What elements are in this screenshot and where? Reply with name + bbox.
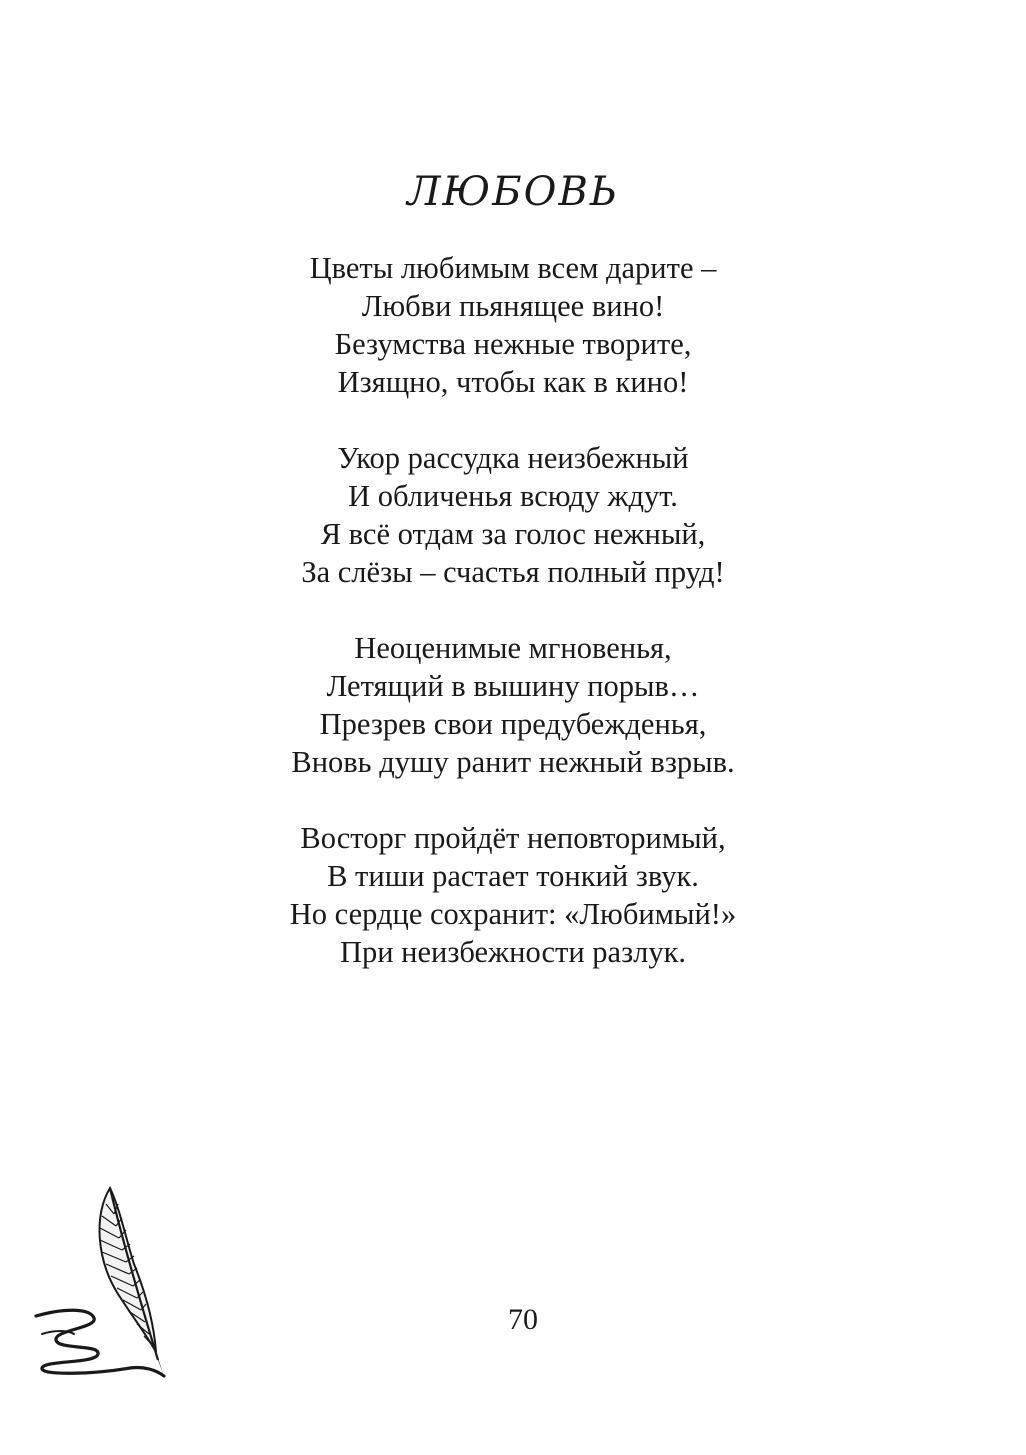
poem-line: Изящно, чтобы как в кино! [337,365,689,399]
poem-line: Презрев свои предубежденья, [319,707,707,741]
poem-line: Неоценимые мгновенья, [354,631,672,665]
poem-line: Безумства нежные творите, [334,327,692,361]
poem-line: За слёзы – счастья полный пруд! [301,555,725,589]
poem-line: При неизбежности разлук. [339,935,687,969]
poem-body [0,249,1026,1009]
poem-line: Но сердце сохранит: «Любимый!» [289,897,737,931]
stanza-1 [0,249,1026,401]
poem-line: Летящий в вышину порыв… [326,669,700,703]
page-number: 70 [508,1303,538,1336]
poem-line: Восторг пройдёт неповторимый, [300,821,726,855]
poem-line: Любви пьянящее вино! [361,289,665,323]
poem-line: Цветы любимым всем дарите – [309,251,717,285]
stanza-4 [0,819,1026,971]
stanza-2 [0,439,1026,591]
poem-line: В тиши растает тонкий звук. [327,859,699,893]
poem-line: Вновь душу ранит нежный взрыв. [291,745,735,779]
quill-pen-icon [34,1184,174,1384]
poem-line: Я всё отдам за голос нежный, [320,517,706,551]
stanza-3 [0,629,1026,781]
poem-title: ЛЮБОВЬ [407,169,619,215]
poem-line: Укор рассудка неизбежный [337,441,689,475]
poem-line: И обличенья всюду ждут. [348,479,678,513]
